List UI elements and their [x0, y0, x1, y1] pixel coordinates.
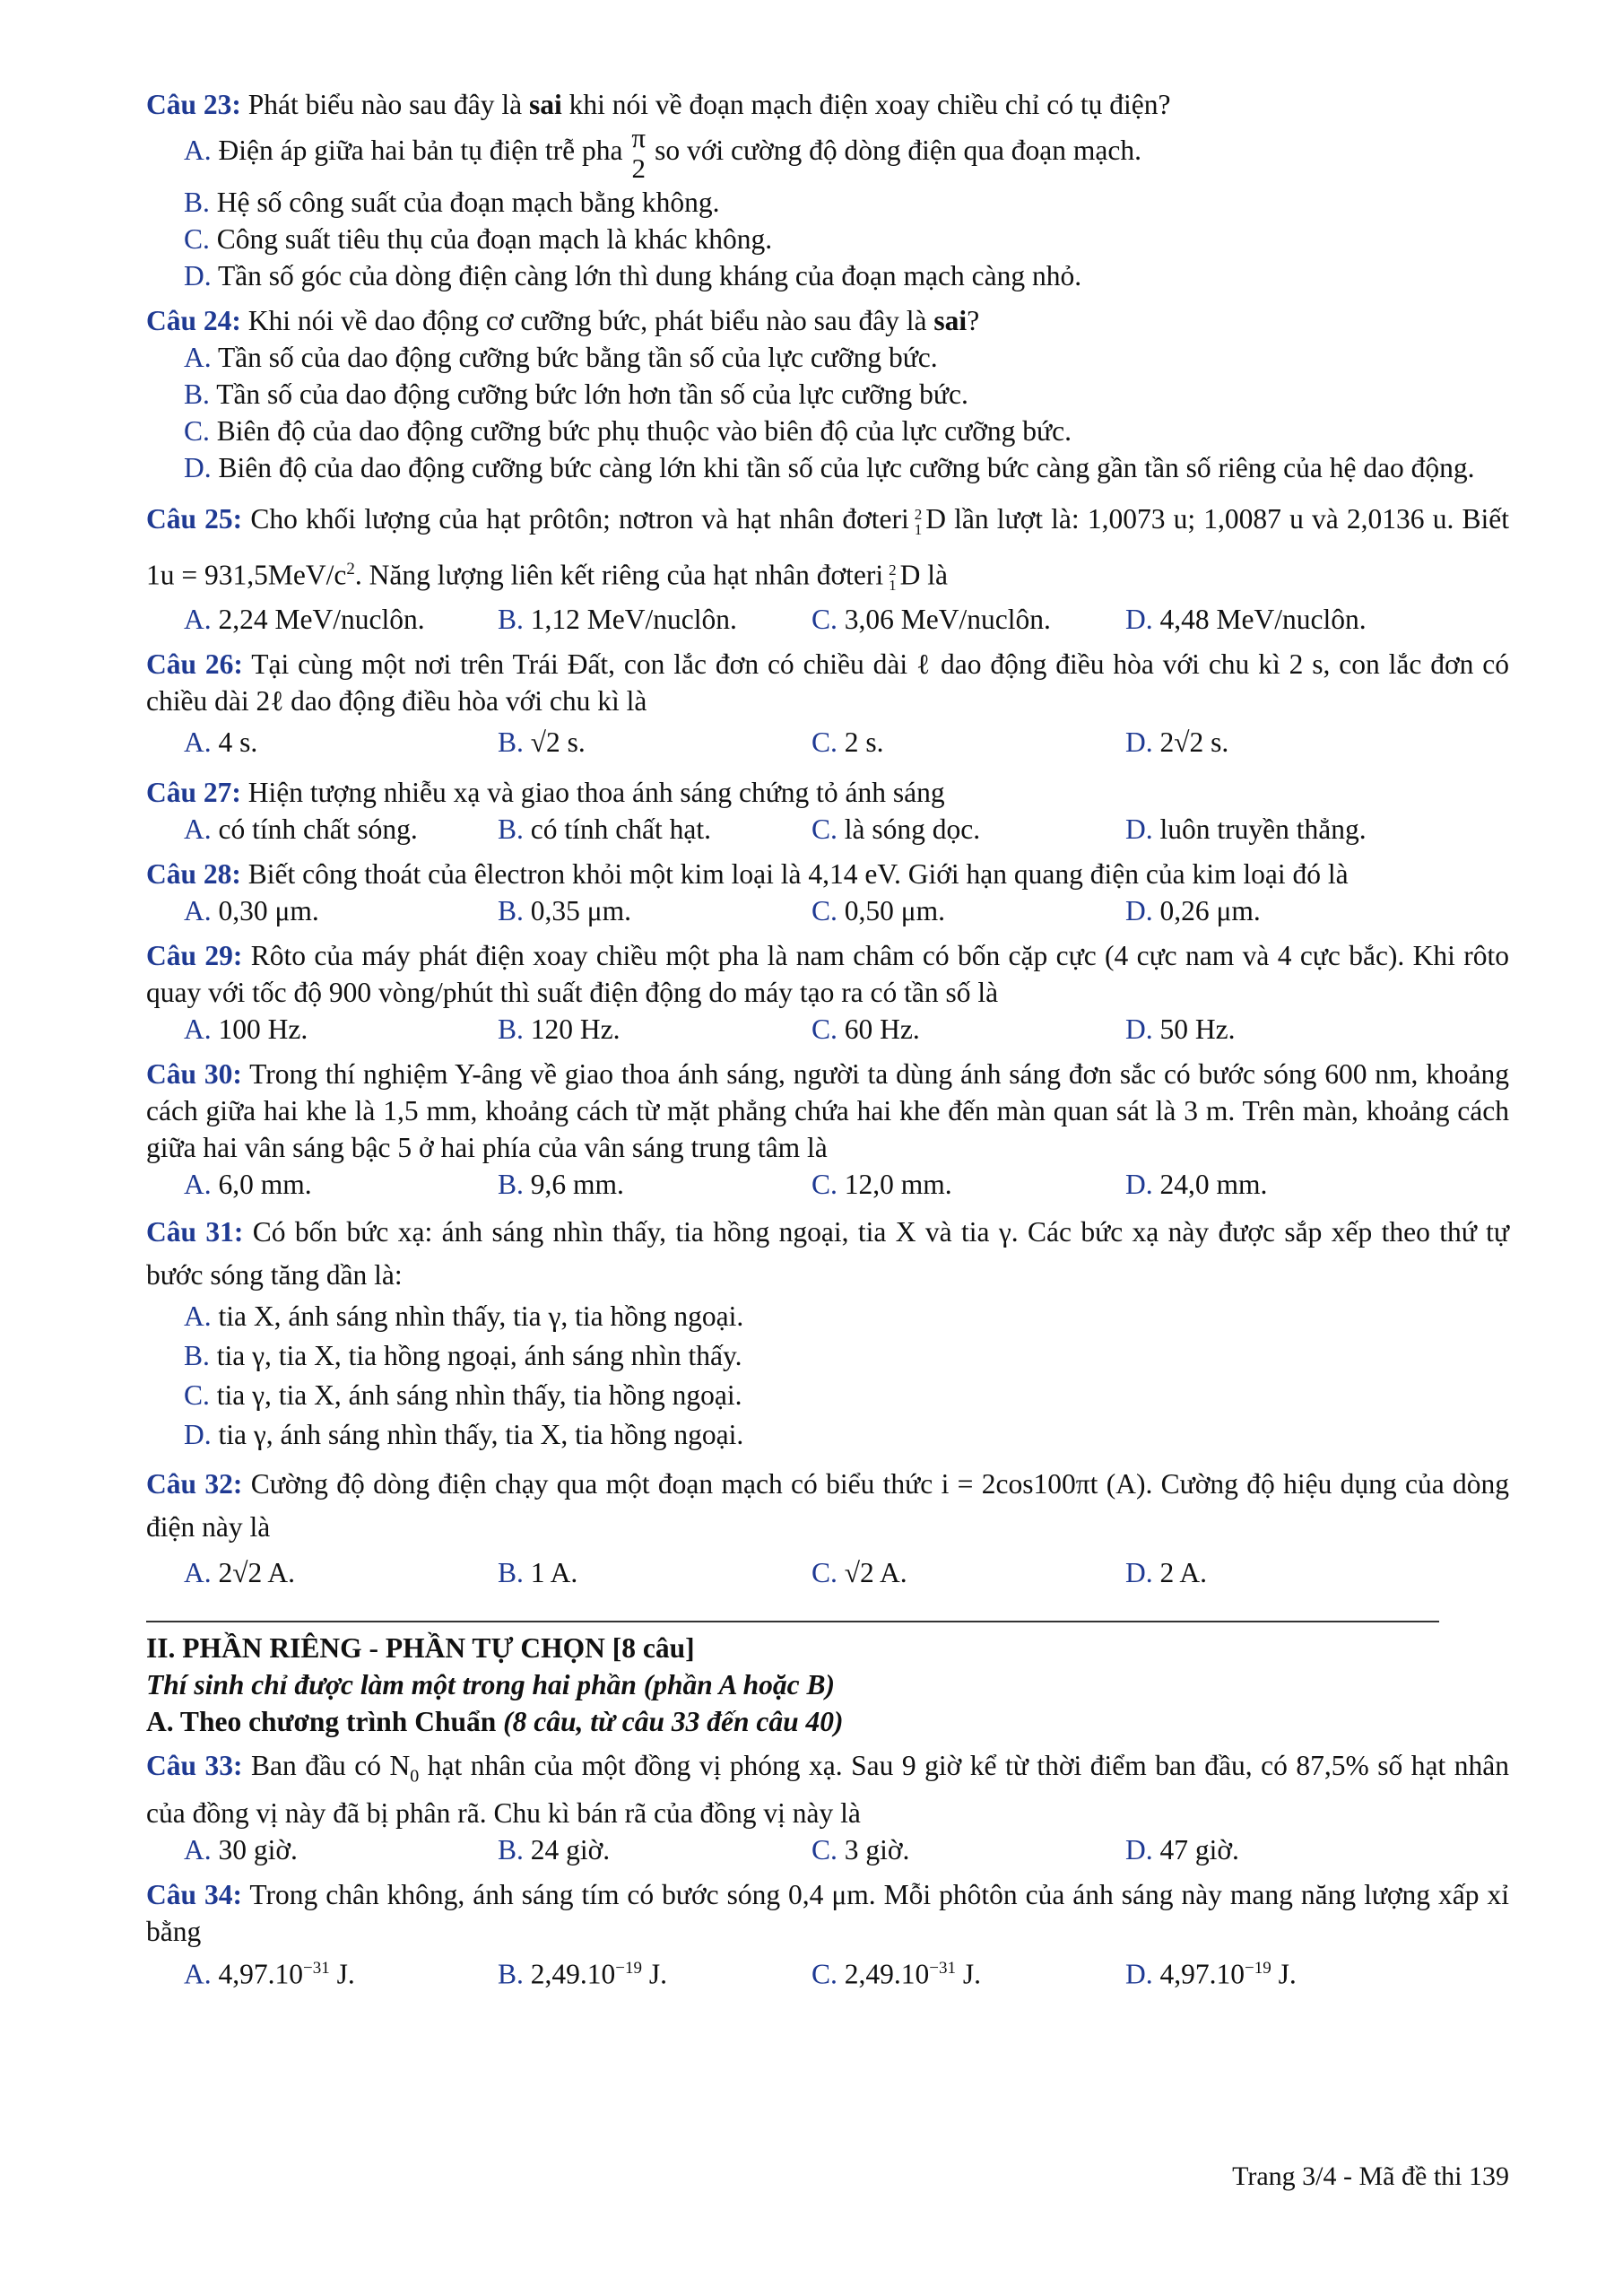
- option-c: [184, 1376, 1509, 1415]
- option-text: 0,50 μm.: [844, 894, 946, 926]
- exponent: −19: [1245, 1958, 1271, 1978]
- question-stem-end: khi nói về đoạn mạch điện xoay chiều chỉ có tụ điện?: [561, 89, 1171, 120]
- option-letter: A.: [184, 603, 212, 635]
- option-letter: C.: [812, 603, 838, 635]
- question-stem-end: ?: [967, 305, 980, 336]
- mass-number: 2: [889, 561, 897, 579]
- option-d: [146, 449, 1509, 486]
- question-25: [146, 494, 1509, 638]
- exponent: −19: [615, 1958, 642, 1978]
- option-text: 24,0 mm.: [1159, 1168, 1268, 1200]
- option-text: 6,0 mm.: [218, 1168, 312, 1200]
- option-b: [498, 811, 812, 848]
- option-text: 50 Hz.: [1159, 1013, 1236, 1045]
- nuclide-symbol: D: [899, 559, 921, 591]
- fraction-numerator: π: [631, 122, 647, 153]
- option-letter: D.: [184, 260, 212, 291]
- section-title: II. PHẦN RIÊNG - PHẦN TỰ CHỌN [8 câu]: [146, 1631, 695, 1664]
- question-stem: Tại cùng một nơi trên Trái Đất, con lắc đơn có chiều dài ℓ dao động điều hòa với chu kì 2 s, con lắc đơn có chiều dài 2ℓ dao động điều hòa với chu kì là: [146, 648, 1509, 717]
- option-d: [1125, 1166, 1267, 1203]
- mass-number: 2: [914, 505, 923, 523]
- option-letter: A.: [184, 342, 212, 373]
- option-letter: D.: [1125, 1013, 1153, 1045]
- option-letter: B.: [498, 603, 524, 635]
- atomic-number: 1: [914, 520, 923, 538]
- question-stem: Có bốn bức xạ: ánh sáng nhìn thấy, tia hồng ngoại, tia X và tia γ. Các bức xạ này được sắp xếp theo thứ tự bước sóng tăng dần là:: [146, 1215, 1509, 1291]
- question-label: Câu 24:: [146, 305, 241, 336]
- option-letter: B.: [498, 1168, 524, 1200]
- question-label: Câu 33:: [146, 1749, 243, 1781]
- option-text: luôn truyền thẳng.: [1159, 813, 1367, 845]
- option-b: [184, 1336, 1509, 1376]
- option-text: 3,06 MeV/nuclôn.: [844, 603, 1051, 635]
- option-text: 24 giờ.: [530, 1833, 611, 1866]
- option-text: 60 Hz.: [844, 1013, 920, 1045]
- emphasis: sai: [933, 305, 968, 336]
- question-label: Câu 25:: [146, 503, 243, 535]
- option-a: [184, 719, 498, 766]
- option-text: 120 Hz.: [530, 1013, 621, 1045]
- option-d: [1125, 1950, 1297, 1993]
- question-stem: Cho khối lượng của hạt prôtôn; nơtron và hạt nhân đơteri: [250, 503, 909, 535]
- fraction-denominator: 2: [631, 152, 646, 184]
- option-text: 12,0 mm.: [844, 1168, 952, 1200]
- nuclide-symbol: D: [925, 503, 946, 535]
- option-b: [498, 1831, 812, 1868]
- option-text: 0,30 μm.: [218, 894, 319, 926]
- option-d: [184, 257, 1509, 294]
- option-letter: C.: [812, 1958, 838, 1990]
- question-stem-end: . Cường độ hiệu dụng của dòng điện này là: [146, 1467, 1510, 1543]
- option-b: [498, 719, 812, 766]
- subscript: 0: [410, 1765, 420, 1786]
- option-text: √2 A.: [844, 1556, 907, 1588]
- option-letter: D.: [1125, 894, 1153, 926]
- question-30: [146, 1056, 1509, 1203]
- option-text: 2 s.: [844, 726, 884, 758]
- question-label: Câu 31:: [146, 1215, 244, 1248]
- option-c: [812, 1011, 1125, 1048]
- part-a-title: A. Theo chương trình Chuẩn: [146, 1705, 497, 1737]
- option-c: [812, 1549, 1125, 1597]
- option-text: 0,26 μm.: [1159, 894, 1261, 926]
- option-letter: D.: [1125, 1833, 1153, 1866]
- option-text: Tần số góc của dòng điện càng lớn thì dung kháng của đoạn mạch càng nhỏ.: [217, 260, 1082, 291]
- question-stem: hạt nhân của một đồng vị phóng xạ. Sau 9 giờ kể từ thời điểm ban đầu, có 87,5% số hạt nhân của đồng vị này đã bị phân rã. Chu kì bán rã của đồng vị này là: [146, 1749, 1509, 1829]
- part-a-heading: [146, 1703, 1509, 1740]
- option-c: [812, 601, 1125, 638]
- question-label: Câu 28:: [146, 857, 241, 890]
- option-letter: A.: [184, 726, 212, 758]
- option-letter: B.: [498, 1958, 524, 1990]
- option-letter: A.: [184, 1300, 212, 1332]
- option-text: 4,97.10: [218, 1958, 303, 1990]
- option-text: 2,24 MeV/nuclôn.: [218, 603, 425, 635]
- option-letter: D.: [1125, 1556, 1153, 1588]
- option-text: 2√2 s.: [1159, 726, 1229, 758]
- question-label: Câu 32:: [146, 1467, 243, 1500]
- option-letter: B.: [184, 1339, 210, 1371]
- option-text: 0,35 μm.: [530, 894, 632, 926]
- option-b: [498, 1166, 812, 1203]
- part-a-note: (8 câu, từ câu 33 đến câu 40): [503, 1705, 844, 1737]
- atomic-number: 1: [889, 577, 897, 595]
- option-text: 4,48 MeV/nuclôn.: [1159, 603, 1367, 635]
- option-text: 3 giờ.: [844, 1833, 910, 1866]
- exponent: −31: [929, 1958, 956, 1978]
- option-letter: A.: [184, 1958, 212, 1990]
- option-a: [184, 1011, 498, 1048]
- question-stem: Trong chân không, ánh sáng tím có bước sóng 0,4 μm. Mỗi phôtôn của ánh sáng này mang năng lượng xấp xỉ bằng: [146, 1878, 1509, 1947]
- option-c: [812, 719, 1125, 766]
- exponent: −31: [303, 1958, 330, 1978]
- formula: 1u = 931,5MeV/c: [146, 559, 347, 591]
- option-letter: D.: [1125, 603, 1153, 635]
- option-c: [812, 811, 1125, 848]
- option-letter: C.: [184, 223, 210, 255]
- option-text: 4,97.10: [1159, 1958, 1245, 1990]
- option-c: [812, 892, 1125, 929]
- question-32: [146, 1463, 1509, 1597]
- option-text: 2,49.10: [844, 1958, 930, 1990]
- fraction: [631, 123, 646, 184]
- option-letter: C.: [812, 726, 838, 758]
- option-a: [184, 1166, 498, 1203]
- option-d: [1125, 719, 1228, 766]
- option-d: [1125, 811, 1367, 848]
- question-34: [146, 1876, 1509, 1993]
- emphasis: sai: [528, 89, 562, 120]
- option-letter: A.: [184, 135, 212, 167]
- option-b: [498, 892, 812, 929]
- question-stem: . Năng lượng liên kết riêng của hạt nhân đơteri: [354, 559, 884, 591]
- option-text: tia γ, tia X, tia hồng ngoại, ánh sáng nhìn thấy.: [216, 1339, 742, 1371]
- option-text: 2 A.: [1159, 1556, 1208, 1588]
- option-d: [1125, 1831, 1239, 1868]
- option-text: có tính chất sóng.: [218, 813, 418, 845]
- option-letter: C.: [812, 1013, 838, 1045]
- option-text: √2 s.: [530, 726, 586, 758]
- question-stem: Biết công thoát của êlectron khỏi một kim loại là 4,14 eV. Giới hạn quang điện của kim loại đó là: [247, 857, 1349, 890]
- option-letter: B.: [498, 1556, 524, 1588]
- section-subtitle: Thí sinh chỉ được làm một trong hai phần (phần A hoặc B): [146, 1668, 836, 1700]
- nuclide-notation: [915, 507, 923, 537]
- option-c: [812, 1166, 1125, 1203]
- question-29: [146, 937, 1509, 1048]
- option-b: [498, 1011, 812, 1048]
- unit: J.: [329, 1958, 355, 1990]
- option-text: 30 giờ.: [218, 1833, 298, 1866]
- option-letter: B.: [184, 187, 210, 218]
- option-letter: B.: [498, 726, 524, 758]
- option-a: [184, 601, 498, 638]
- option-c: [812, 1831, 1125, 1868]
- option-a: [184, 123, 1509, 184]
- option-text: có tính chất hạt.: [530, 813, 711, 845]
- option-letter: B.: [498, 813, 524, 845]
- option-b: [498, 1950, 812, 1993]
- question-26: [146, 646, 1509, 766]
- option-text: tia γ, tia X, ánh sáng nhìn thấy, tia hồng ngoại.: [216, 1378, 742, 1411]
- question-label: Câu 27:: [146, 776, 241, 808]
- section-divider: [146, 1621, 1439, 1622]
- question-stem: Rôto của máy phát điện xoay chiều một pha là nam châm có bốn cặp cực (4 cực nam và 4 cực bắc). Khi rôto quay với tốc độ 900 vòng/phút thì suất điện động do máy tạo ra có tần số là: [146, 939, 1510, 1008]
- option-text: 47 giờ.: [1159, 1833, 1239, 1866]
- option-letter: C.: [184, 415, 210, 447]
- option-text: Điện áp giữa hai bản tụ điện trễ pha: [218, 135, 623, 167]
- option-d: [1125, 892, 1261, 929]
- option-a: [184, 1297, 1509, 1336]
- option-a: [184, 339, 1509, 376]
- option-d: [1125, 601, 1367, 638]
- question-28: [146, 856, 1509, 929]
- option-d: [184, 1415, 1509, 1455]
- option-text-end: so với cường độ dòng điện qua đoạn mạch.: [655, 135, 1141, 167]
- option-a: [184, 1950, 498, 1993]
- option-text: Công suất tiêu thụ của đoạn mạch là khác không.: [216, 223, 773, 255]
- question-stem: Khi nói về dao động cơ cưỡng bức, phát biểu nào sau đây là: [247, 305, 934, 336]
- option-letter: D.: [184, 452, 212, 483]
- option-text: 2,49.10: [530, 1958, 616, 1990]
- option-letter: C.: [812, 894, 838, 926]
- option-letter: C.: [812, 1168, 838, 1200]
- question-stem: Phát biểu nào sau đây là: [247, 89, 529, 120]
- option-a: [184, 1831, 498, 1868]
- question-stem: Hiện tượng nhiễu xạ và giao thoa ánh sáng chứng tỏ ánh sáng: [247, 776, 945, 808]
- option-text: tia γ, ánh sáng nhìn thấy, tia X, tia hồng ngoại.: [218, 1418, 744, 1450]
- option-b: [184, 184, 1509, 221]
- option-text: Hệ số công suất của đoạn mạch bằng không.: [216, 187, 720, 218]
- unit: J.: [1271, 1958, 1297, 1990]
- option-text: 1,12 MeV/nuclôn.: [530, 603, 737, 635]
- option-b: [498, 1549, 812, 1597]
- option-letter: D.: [1125, 726, 1153, 758]
- formula: i = 2cos100πt (A): [941, 1467, 1146, 1500]
- option-c: [184, 413, 1509, 449]
- question-label: Câu 34:: [146, 1878, 242, 1910]
- question-stem: Ban đầu có N: [251, 1749, 411, 1781]
- question-33: [146, 1747, 1509, 1868]
- option-text: là sóng dọc.: [844, 813, 981, 845]
- option-c: [812, 1950, 1125, 1993]
- option-letter: B.: [498, 1833, 524, 1866]
- option-text: 9,6 mm.: [530, 1168, 624, 1200]
- question-31: [146, 1211, 1509, 1455]
- option-a: [184, 1549, 498, 1597]
- option-text: 100 Hz.: [218, 1013, 308, 1045]
- question-label: Câu 30:: [146, 1057, 242, 1090]
- option-b: [184, 376, 1509, 413]
- option-letter: A.: [184, 1833, 212, 1866]
- option-a: [184, 811, 498, 848]
- option-text: Biên độ của dao động cưỡng bức càng lớn khi tần số của lực cưỡng bức càng gần tần số riêng của hệ dao động.: [218, 452, 1475, 483]
- option-letter: A.: [184, 1168, 212, 1200]
- option-letter: C.: [812, 1833, 838, 1866]
- question-label: Câu 26:: [146, 648, 243, 680]
- question-stem: lần lượt là: 1,0073 u; 1,0087 u và 2,0136 u. Biết: [954, 503, 1509, 535]
- nuclide-notation: [889, 562, 897, 593]
- option-letter: B.: [184, 378, 210, 410]
- option-text: 1 A.: [530, 1556, 578, 1588]
- page-footer: Trang 3/4 - Mã đề thi 139: [1232, 2161, 1509, 2191]
- question-27: [146, 774, 1509, 848]
- option-letter: A.: [184, 1013, 212, 1045]
- option-letter: A.: [184, 894, 212, 926]
- question-stem-end: là: [927, 559, 948, 591]
- option-letter: B.: [498, 1013, 524, 1045]
- question-24: [146, 302, 1509, 486]
- exam-page: [146, 86, 1509, 1992]
- question-23: [146, 86, 1509, 294]
- option-text: tia X, ánh sáng nhìn thấy, tia γ, tia hồng ngoại.: [218, 1300, 744, 1332]
- question-label: Câu 29:: [146, 939, 243, 971]
- option-text: 4 s.: [218, 726, 258, 758]
- option-d: [1125, 1549, 1207, 1597]
- question-stem: Trong thí nghiệm Y-âng về giao thoa ánh sáng, người ta dùng ánh sáng đơn sắc có bước sóng 600 nm, khoảng cách giữa hai khe là 1,5 mm, khoảng cách từ mặt phẳng chứa hai khe đến màn quan sát là 3 m. Trên màn, khoảng cách giữa hai vân sáng bậc 5 ở hai phía của vân sáng trung tâm là: [146, 1057, 1509, 1163]
- option-letter: B.: [498, 894, 524, 926]
- option-letter: A.: [184, 1556, 212, 1588]
- option-letter: D.: [184, 1418, 212, 1450]
- option-letter: C.: [812, 1556, 838, 1588]
- unit: J.: [955, 1958, 981, 1990]
- option-letter: D.: [1125, 813, 1153, 845]
- unit: J.: [641, 1958, 667, 1990]
- option-text: Biên độ của dao động cưỡng bức phụ thuộc vào biên độ của lực cưỡng bức.: [216, 415, 1072, 447]
- option-letter: D.: [1125, 1168, 1153, 1200]
- option-letter: C.: [812, 813, 838, 845]
- question-stem: Cường độ dòng điện chạy qua một đoạn mạch có biểu thức: [250, 1467, 933, 1500]
- formula-exponent: 2: [346, 560, 355, 578]
- option-text: Tần số của dao động cưỡng bức lớn hơn tần số của lực cưỡng bức.: [216, 378, 968, 410]
- option-a: [184, 892, 498, 929]
- option-text: Tần số của dao động cưỡng bức bằng tần số của lực cưỡng bức.: [217, 342, 938, 373]
- option-text: 2√2 A.: [218, 1556, 296, 1588]
- option-letter: D.: [1125, 1958, 1153, 1990]
- option-c: [184, 221, 1509, 257]
- option-b: [498, 601, 812, 638]
- option-letter: C.: [184, 1378, 210, 1411]
- option-letter: A.: [184, 813, 212, 845]
- question-label: Câu 23:: [146, 89, 241, 120]
- option-d: [1125, 1011, 1235, 1048]
